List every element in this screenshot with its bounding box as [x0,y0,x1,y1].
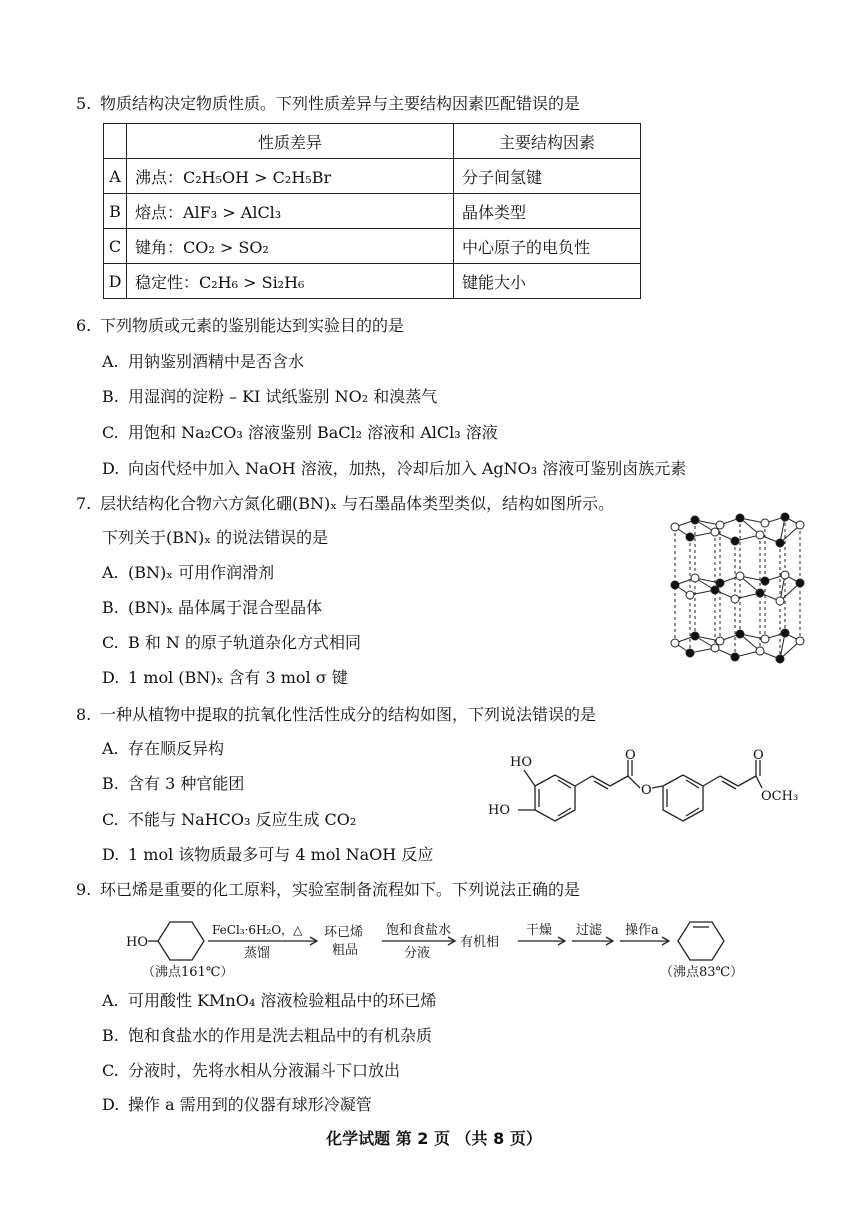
option-d[interactable] [102,844,433,866]
question-text: 下列物质或元素的鉴别能达到实验目的的是 [100,316,405,335]
option-letter: C. [102,633,119,652]
option-text: B 和 N 的原子轨道杂化方式相同 [128,633,362,652]
option-text: 不能与 NaHCO₃ 反应生成 CO₂ [128,810,357,829]
step4-filtering: 过滤 [576,923,603,938]
option-letter: A. [102,991,119,1010]
option-a[interactable] [102,562,274,584]
option-text: 含有 3 种官能团 [128,774,245,793]
question-text: 层状结构化合物六方氮化硼(BN)ₓ 与石墨晶体类型类似，结构如图所示。 [100,494,615,513]
hydroxyl-label: HO [126,935,148,950]
bn-layered-structure-diagram [660,515,810,675]
option-letter: A. [102,563,119,582]
row-factor: 晶体类型 [454,194,641,229]
row-property: 键角：CO₂ > SO₂ [127,229,454,264]
question-text: 环已烯是重要的化工原料，实验室制备流程如下。下列说法正确的是 [100,880,581,899]
row-letter: A [104,159,127,194]
option-text: 存在顺反异构 [128,739,225,758]
option-text: (BN)ₓ 晶体属于混合型晶体 [128,598,323,617]
option-letter: D. [102,845,120,864]
hydroxyl-label: HO [510,755,532,770]
question-text: 物质结构决定物质性质。下列性质差异与主要结构因素匹配错误的是 [100,94,581,113]
row-factor: 分子间氢键 [454,159,641,194]
step3-drying: 干燥 [526,923,553,938]
row-letter: B [104,194,127,229]
carbonyl-oxygen-label: O [753,748,764,763]
table-header: 性质差异 [127,124,454,159]
option-letter: B. [102,598,119,617]
option-letter: D. [102,1095,120,1114]
option-letter: D. [102,459,120,478]
option-text: 1 mol (BN)ₓ 含有 3 mol σ 键 [128,668,348,687]
option-c[interactable] [102,1060,400,1082]
option-b[interactable] [102,597,322,619]
carbonyl-oxygen-label: O [625,748,636,763]
ester-oxygen-label: O [641,783,652,798]
question-6-stem [76,315,404,337]
option-text: 可用酸性 KMnO₄ 溶液检验粗品中的环已烯 [128,991,437,1010]
step1-reagent: FeCl₃·6H₂O，△ [212,923,303,937]
option-c[interactable] [102,632,361,654]
question-number: 7. [76,494,92,513]
question-text: 一种从植物中提取的抗氧化性活性成分的结构如图，下列说法错误的是 [100,705,597,724]
property-table [103,123,641,299]
option-text: 分液时，先将水相从分液漏斗下口放出 [128,1061,401,1080]
option-letter: A. [102,352,119,371]
option-letter: B. [102,387,119,406]
row-factor: 中心原子的电负性 [454,229,641,264]
cyclohexene-ring [678,922,724,960]
table-row [104,194,641,229]
methoxy-label: OCH₃ [761,789,799,804]
option-letter: C. [102,1061,119,1080]
option-letter: C. [102,810,119,829]
option-a[interactable] [102,990,436,1012]
row-letter: C [104,229,127,264]
option-letter: B. [102,1026,119,1045]
question-number: 5. [76,94,92,113]
step2-reagent: 饱和食盐水 [386,923,452,938]
q8-molecular-structure [480,748,800,858]
start-boiling-point: （沸点161℃） [142,965,234,980]
page-footer: 化学试题 第 2 页 （共 8 页） [326,1129,542,1148]
option-text: 1 mol 该物质最多可与 4 mol NaOH 反应 [128,845,434,864]
option-d[interactable] [102,667,348,689]
option-text: (BN)ₓ 可用作润滑剂 [128,563,275,582]
option-text: 用钠鉴别酒精中是否含水 [128,352,305,371]
option-text: 向卤代烃中加入 NaOH 溶液，加热，冷却后加入 AgNO₃ 溶液可鉴别卤族元素 [128,459,687,478]
question-9-stem [76,879,580,901]
table-row [104,264,641,299]
option-a[interactable] [102,351,304,373]
hydroxyl-label: HO [488,803,510,818]
step2-operation: 分液 [404,946,431,961]
row-letter: D [104,264,127,299]
table-row [104,159,641,194]
row-property: 沸点：C₂H₅OH > C₂H₅Br [127,159,454,194]
option-letter: B. [102,774,119,793]
question-number: 6. [76,316,92,335]
row-factor: 键能大小 [454,264,641,299]
row-property: 稳定性：C₂H₆ > Si₂H₆ [127,264,454,299]
table-header-blank [104,124,127,159]
option-b[interactable] [102,773,244,795]
option-letter: D. [102,668,120,687]
option-b[interactable] [102,1025,432,1047]
question-number: 9. [76,880,92,899]
option-letter: C. [102,423,119,442]
option-text: 用饱和 Na₂CO₃ 溶液鉴别 BaCl₂ 溶液和 AlCl₃ 溶液 [128,423,498,442]
step1-operation: 蒸馏 [244,946,271,961]
option-c[interactable] [102,422,498,444]
cyclohexanol-ring [158,922,204,960]
end-boiling-point: （沸点83℃） [660,965,744,980]
table-row [104,229,641,264]
question-number: 8. [76,705,92,724]
option-d[interactable] [102,1094,372,1116]
question-7-stem2: 下列关于(BN)ₓ 的说法错误的是 [102,528,329,547]
option-c[interactable] [102,809,356,831]
table-header-row [104,124,641,159]
option-a[interactable] [102,738,224,760]
option-text: 用湿润的淀粉 – KI 试纸鉴别 NO₂ 和溴蒸气 [128,387,438,406]
q9-preparation-flow [120,912,760,982]
table-header: 主要结构因素 [454,124,641,159]
option-d[interactable] [102,458,686,480]
step5-operation-a: 操作a [625,923,659,938]
organic-phase: 有机相 [460,935,500,950]
option-letter: A. [102,739,119,758]
row-property: 熔点：AlF₃ > AlCl₃ [127,194,454,229]
crude-product-line1: 环已烯 [324,925,364,940]
option-b[interactable] [102,386,437,408]
question-5-stem [76,93,580,115]
crude-product-line2: 粗品 [332,943,359,958]
question-8-stem [76,704,596,726]
question-7-stem [76,493,614,515]
option-text: 饱和食盐水的作用是洗去粗品中的有机杂质 [128,1026,433,1045]
option-text: 操作 a 需用到的仪器有球形冷凝管 [128,1095,372,1114]
